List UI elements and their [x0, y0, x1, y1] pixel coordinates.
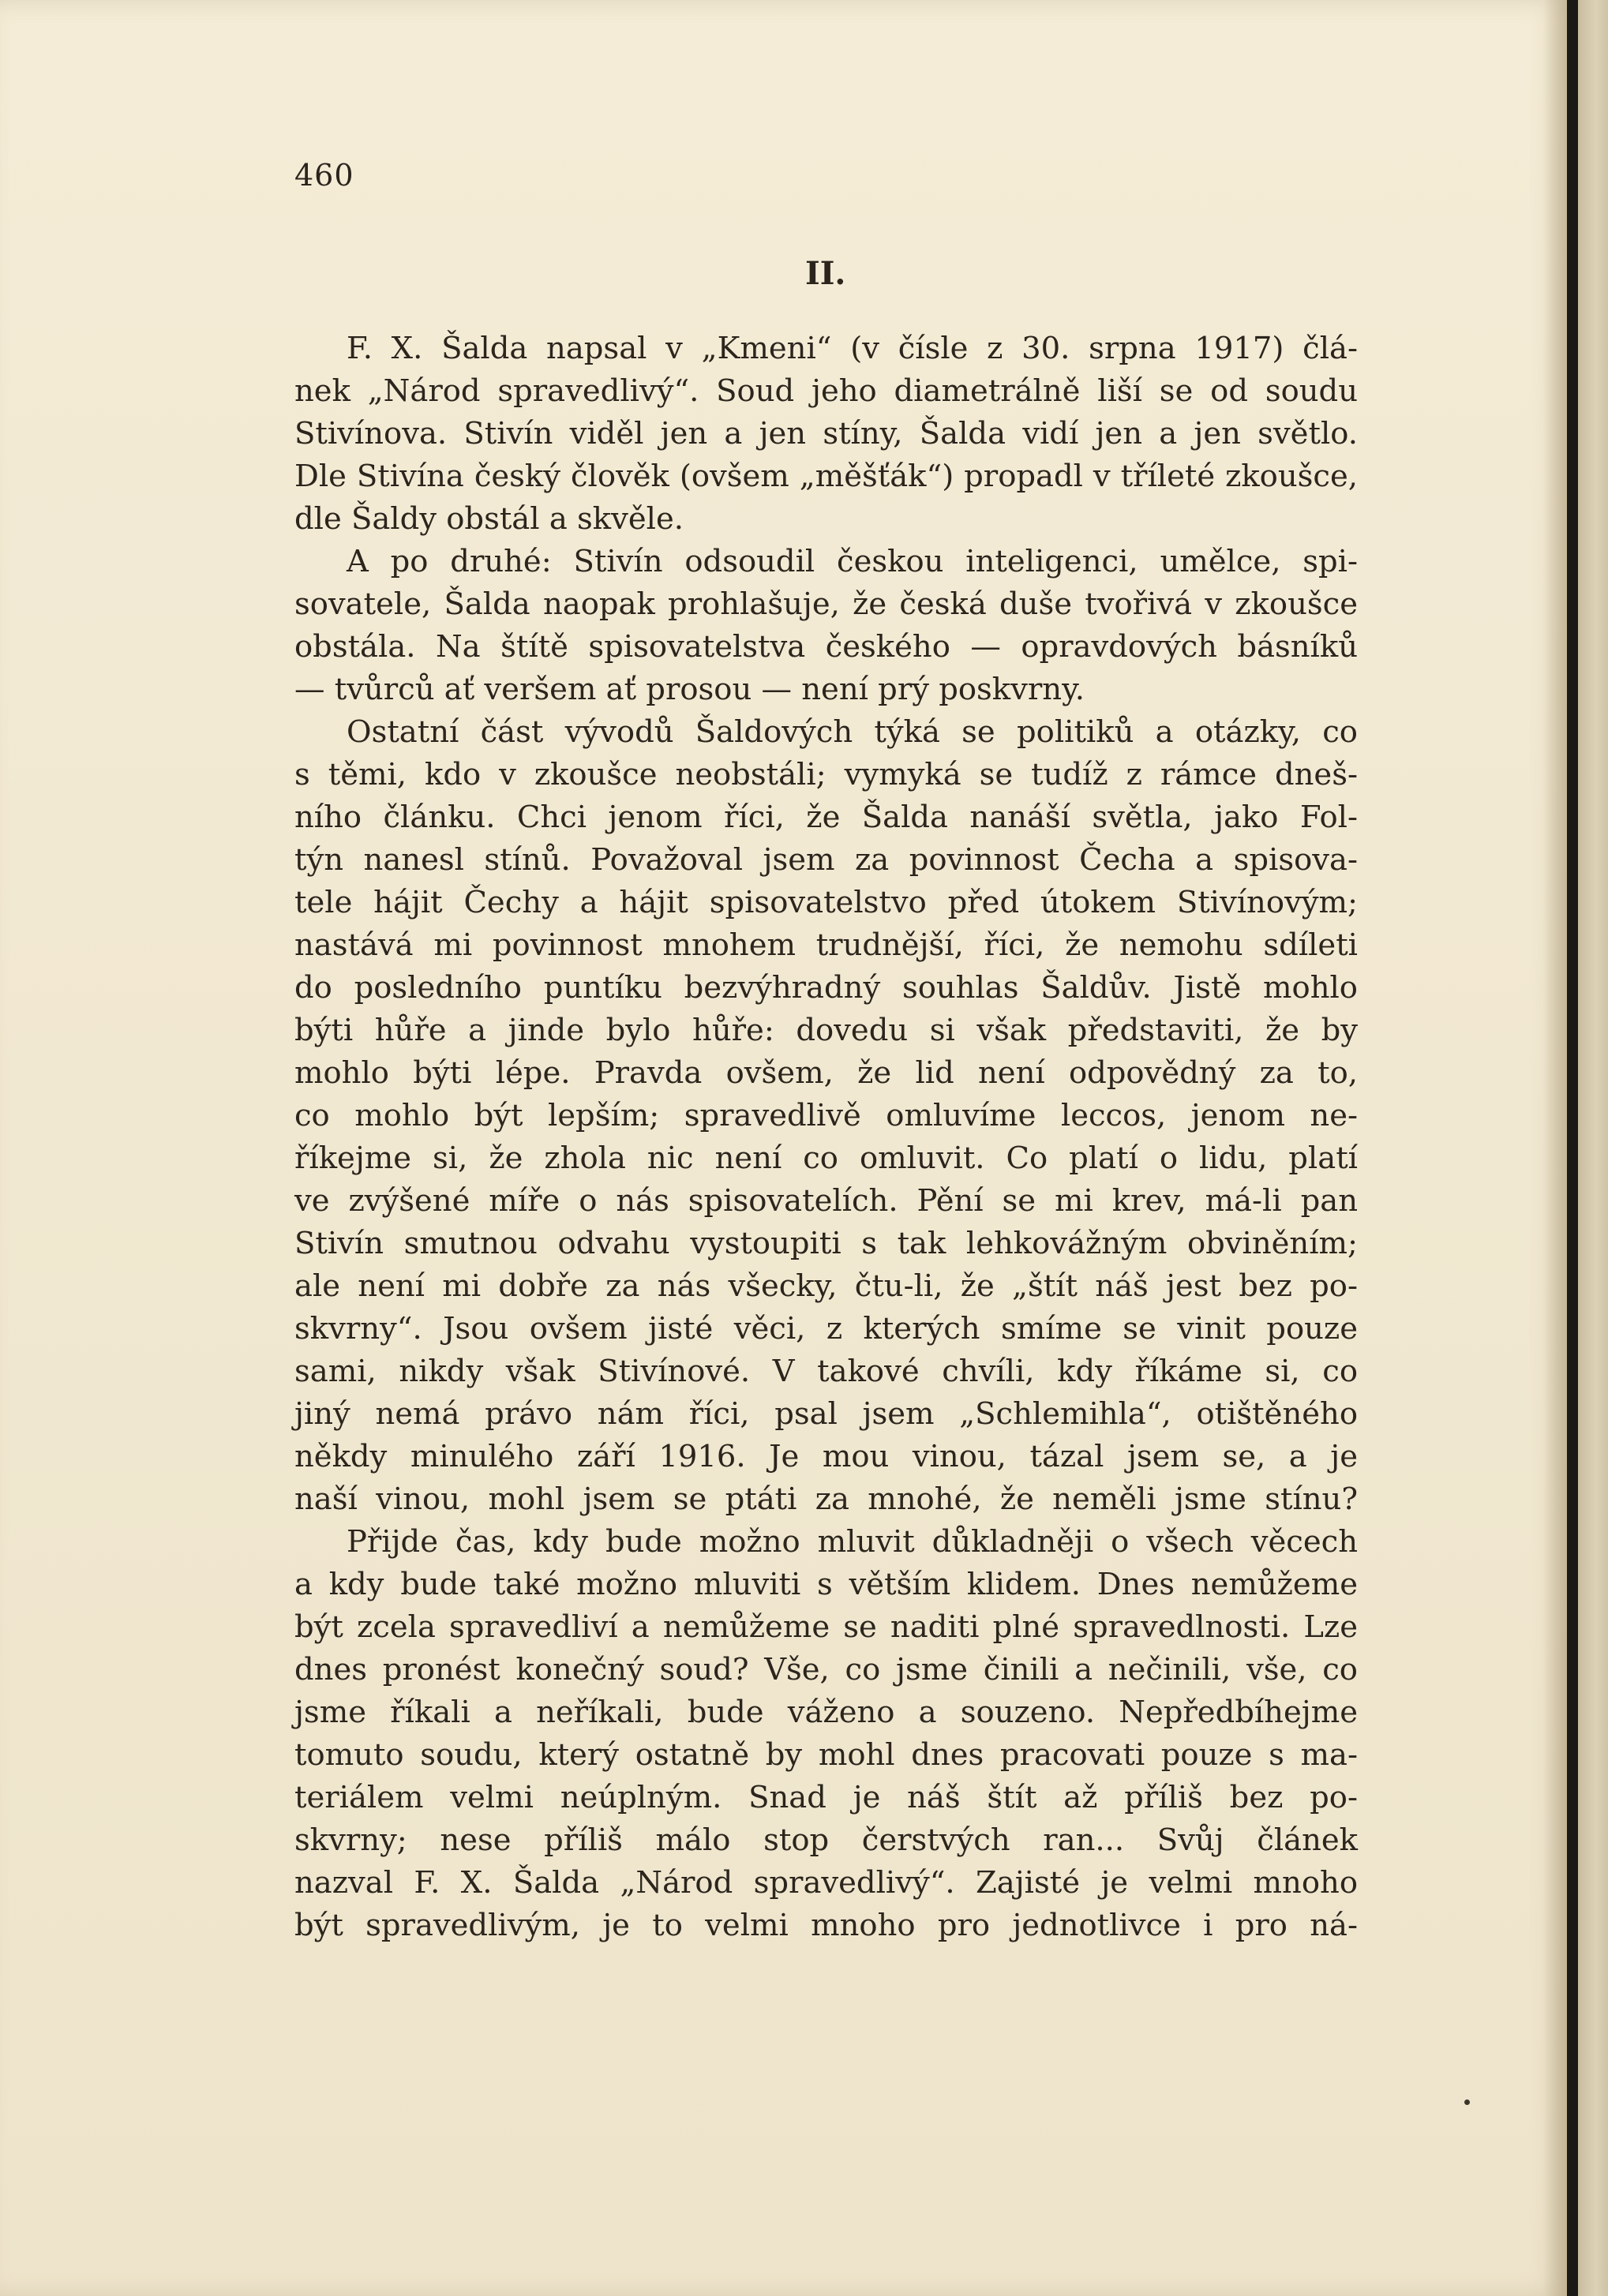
text-line: teriálem velmi neúplným. Snad je náš štít až příliš bez po‑ [294, 1780, 1358, 1815]
text-line: nazval F. X. Šalda „Národ spravedlivý“. Zajisté je velmi mnoho [294, 1865, 1358, 1901]
body-text [294, 328, 1358, 1947]
page-edge-shadow [1543, 0, 1567, 2296]
text-line: — tvůrců ať veršem ať prosou — není prý poskvrny. [294, 672, 1085, 707]
text-line: sovatele, Šalda naopak prohlašuje, že česká duše tvořivá v zkoušce [294, 586, 1358, 622]
text-line: být spravedlivým, je to velmi mnoho pro jednotlivce i pro ná‑ [294, 1908, 1358, 1943]
text-line: a kdy bude také možno mluviti s větším klidem. Dnes nemůžeme [294, 1567, 1358, 1602]
text-line: někdy minulého září 1916. Je mou vinou, tázal jsem se, a je [294, 1439, 1358, 1474]
page-binding-edge [1567, 0, 1578, 2296]
text-line: ve zvýšené míře o nás spisovatelích. Pění se mi krev, má‑li pan [294, 1183, 1358, 1219]
text-line: tele hájit Čechy a hájit spisovatelstvo před útokem Stivínovým; [294, 885, 1358, 920]
text-line: být zcela spravedliví a nemůžeme se naditi plné spravedlnosti. Lze [294, 1609, 1358, 1645]
text-line: Stivínova. Stivín viděl jen a jen stíny, Šalda vidí jen a jen světlo. [294, 416, 1358, 451]
text-line: Stivín smutnou odvahu vystoupiti s tak lehkovážným obviněním; [294, 1226, 1358, 1261]
text-line: skvrny“. Jsou ovšem jisté věci, z kterých smíme se vinit pouze [294, 1311, 1358, 1347]
text-line: mohlo býti lépe. Pravda ovšem, že lid není odpovědný za to, [294, 1055, 1358, 1091]
text-line: ního článku. Chci jenom říci, že Šalda nanáší světla, jako Fol‑ [294, 800, 1358, 835]
text-line: nastává mi povinnost mnohem trudnější, říci, že nemohu sdíleti [294, 927, 1358, 963]
text-line: týn nanesl stínů. Považoval jsem za povinnost Čecha a spisova‑ [294, 842, 1358, 878]
text-line: Ostatní část vývodů Šaldových týká se politiků a otázky, co [347, 714, 1358, 750]
text-line: jsme říkali a neříkali, bude váženo a souzeno. Nepředbíhejme [294, 1695, 1358, 1730]
text-line: jiný nemá právo nám říci, psal jsem „Schlemihla“, otištěného [294, 1396, 1358, 1432]
text-line: tomuto soudu, který ostatně by mohl dnes pracovati pouze s ma‑ [294, 1737, 1358, 1773]
adjacent-page-edge [1578, 0, 1608, 2296]
text-line: Dle Stivína český člověk (ovšem „měšťák“) propadl v tříleté zkoušce, [294, 459, 1358, 494]
text-line: sami, nikdy však Stivínové. V takové chvíli, kdy říkáme si, co [294, 1354, 1358, 1389]
page-number: 460 [294, 158, 354, 193]
text-line: nek „Národ spravedlivý“. Soud jeho diametrálně liší se od soudu [294, 373, 1358, 409]
text-line: F. X. Šalda napsal v „Kmeni“ (v čísle z 30. srpna 1917) člá‑ [347, 331, 1358, 366]
text-line: dle Šaldy obstál a skvěle. [294, 501, 684, 537]
text-line: A po druhé: Stivín odsoudil českou inteligenci, umělce, spi‑ [347, 544, 1358, 579]
text-line: býti hůře a jinde bylo hůře: dovedu si však představiti, že by [294, 1013, 1358, 1048]
text-line: Přijde čas, kdy bude možno mluvit důkladněji o všech věcech [347, 1524, 1358, 1560]
text-line: říkejme si, že zhola nic není co omluvit. Co platí o lidu, platí [294, 1141, 1358, 1176]
text-line: s těmi, kdo v zkoušce neobstáli; vymyká se tudíž z rámce dneš‑ [294, 757, 1358, 792]
text-line: ale není mi dobře za nás všecky, čtu‑li, že „štít náš jest bez po‑ [294, 1268, 1358, 1304]
text-line: do posledního puntíku bezvýhradný souhlas Šaldův. Jistě mohlo [294, 970, 1358, 1006]
text-line: naší vinou, mohl jsem se ptáti za mnohé, že neměli jsme stínu? [294, 1481, 1358, 1517]
text-line: skvrny; nese příliš málo stop čerstvých ran... Svůj článek [294, 1822, 1358, 1858]
text-line: obstála. Na štítě spisovatelstva českého — opravdových básníků [294, 629, 1358, 665]
text-line: co mohlo být lepším; spravedlivě omluvíme leccos, jenom ne‑ [294, 1098, 1358, 1133]
paper-fleck [1464, 2099, 1470, 2105]
text-line: dnes pronést konečný soud? Vše, co jsme činili a nečinili, vše, co [294, 1652, 1358, 1687]
section-heading: II. [805, 255, 846, 292]
